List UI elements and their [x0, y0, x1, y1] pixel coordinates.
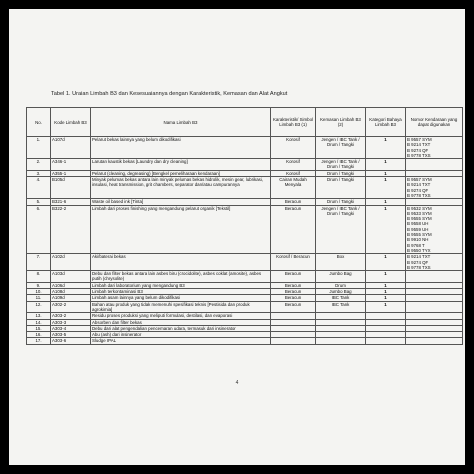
vehicle-plate: B 9214 TXT — [407, 182, 431, 188]
packaging-cell: Drum — [316, 282, 366, 288]
row-number-cell: 5. — [27, 199, 51, 205]
table-body — [27, 137, 463, 345]
hazard-symbol-cell: Korosif — [271, 159, 316, 171]
row-number-cell: 9. — [27, 282, 51, 288]
vehicle-plates-cell — [406, 137, 463, 159]
table-row — [27, 271, 463, 283]
vehicle-plate: B 9274 QF — [407, 147, 429, 153]
vehicle-plate: B 9555 SYM — [407, 216, 432, 222]
vehicle-plates-cell — [406, 271, 463, 283]
header-no: No. — [27, 108, 51, 137]
waste-code-cell: A355-1 — [51, 170, 91, 176]
hazard-symbol-cell — [271, 338, 316, 344]
table-row — [27, 177, 463, 199]
table-row — [27, 159, 463, 171]
row-number-cell: 13. — [27, 313, 51, 319]
hazard-symbol-cell: Korosif — [271, 170, 316, 176]
hazard-symbol-cell: Korosif — [271, 137, 316, 159]
packaging-cell: IBC Tank — [316, 301, 366, 313]
table-title: Tabel 1. Uraian Limbah B3 dan Kesesuaiannya dengan Karakteristik, Kemasan dan Alat Angkut — [51, 91, 288, 97]
vehicle-plate: B 9532 SYM — [407, 205, 432, 211]
hazard-symbol-cell: Beracun — [271, 271, 316, 283]
waste-code-cell: A303-3 — [51, 319, 91, 325]
row-number-cell: 14. — [27, 319, 51, 325]
vehicle-plates-cell — [406, 159, 463, 171]
waste-code-cell: A109d — [51, 295, 91, 301]
packaging-cell: Drum / Tangki — [316, 170, 366, 176]
waste-name-cell: Limbah dari proses finishing yang mengandung pelarut organik [Tekstil] — [91, 205, 271, 254]
packaging-cell — [316, 338, 366, 344]
hazard-symbol-cell: Beracun — [271, 205, 316, 254]
header-plates: Nomor Kendaraan yang dapat digunakan — [406, 108, 463, 137]
hazard-category-cell — [366, 338, 406, 344]
vehicle-plate: B 9214 TXT — [407, 142, 431, 148]
hazard-symbol-cell: Beracun — [271, 199, 316, 205]
row-number-cell: 15. — [27, 325, 51, 331]
packaging-cell: Box — [316, 254, 366, 271]
table-row — [27, 137, 463, 159]
header-code: Kode Limbah B3 — [51, 108, 91, 137]
waste-name-cell: Sludge IPAL — [91, 338, 271, 344]
waste-code-cell: B321-6 — [51, 199, 91, 205]
vehicle-plate: B 9274 QF — [407, 259, 429, 265]
row-number-cell: 3. — [27, 170, 51, 176]
waste-name-cell: Pelarut bekas lainnya yang belum dikodifikasi — [91, 137, 271, 159]
packaging-cell: Jengen / IBC Tank / Drum / Tangki — [316, 137, 366, 159]
vehicle-plates-cell — [406, 301, 463, 313]
waste-name-cell: Larutan kaustik bekas [Laundry dan dry cleaning] — [91, 159, 271, 171]
waste-name-cell: Minyak pelumas bekas antara lain minyak pelumas bekas hidrolik, mesin gear, lubrikasi, insulasi, heat transmission, grit chambers, separator dan/atau campurannya — [91, 177, 271, 199]
waste-code-cell: A107d — [51, 137, 91, 159]
row-number-cell: 16. — [27, 332, 51, 338]
header-name: Nama Limbah B3 — [91, 108, 271, 137]
hazard-symbol-cell: Beracun — [271, 289, 316, 295]
hazard-category-cell: 1 — [366, 295, 406, 301]
row-number-cell: 17. — [27, 338, 51, 344]
vehicle-plates-cell — [406, 177, 463, 199]
row-number-cell: 7. — [27, 254, 51, 271]
row-number-cell: 11. — [27, 295, 51, 301]
packaging-cell: Drum / Tangki — [316, 177, 366, 199]
waste-code-cell: A346-1 — [51, 159, 91, 171]
hazard-category-cell: 1 — [366, 177, 406, 199]
waste-code-cell: B322-2 — [51, 205, 91, 254]
table-row — [27, 254, 463, 271]
row-number-cell: 4. — [27, 177, 51, 199]
waste-name-cell: Bahan atau produk yang tidak memenuhi spesifikasi teknis [Pestisida dan produk agrokimia] — [91, 301, 271, 313]
document-page — [9, 9, 465, 465]
row-number-cell: 6. — [27, 205, 51, 254]
waste-name-cell: Waste oil based ink [Tinta] — [91, 199, 271, 205]
hazard-symbol-cell: Korosif / Beracun — [271, 254, 316, 271]
waste-name-cell: Abu (ash) dari insinerator — [91, 332, 271, 338]
page-number: 4 — [235, 380, 239, 386]
hazard-category-cell: 1 — [366, 137, 406, 159]
hazard-category-cell: 1 — [366, 254, 406, 271]
waste-table — [26, 107, 463, 345]
hazard-category-cell: 1 — [366, 271, 406, 283]
row-number-cell: 12. — [27, 301, 51, 313]
hazard-category-cell: 1 — [366, 170, 406, 176]
vehicle-plates-cell — [406, 338, 463, 344]
hazard-symbol-cell: Cairan Mudah Menyala — [271, 177, 316, 199]
vehicle-plate: B 9558 UH — [407, 221, 429, 227]
waste-code-cell: A102d — [51, 254, 91, 271]
hazard-category-cell: 1 — [366, 199, 406, 205]
waste-name-cell: Limbah terkontaminasi B3 — [91, 289, 271, 295]
table-row — [27, 338, 463, 344]
header-symbol: Karakteristik/ Simbol Limbah B3 (1) — [271, 108, 316, 137]
waste-code-cell: A303-5 — [51, 332, 91, 338]
waste-name-cell: Pelarut (cleaning, degreasing) [Bengkel pemeliharaan kendaraan] — [91, 170, 271, 176]
waste-name-cell: Residu proses produksi yang meliputi formulasi, destilasi, dan evaporasi — [91, 313, 271, 319]
packaging-cell: IBC Tank — [316, 295, 366, 301]
row-number-cell: 1. — [27, 137, 51, 159]
vehicle-plate: B 9274 QF — [407, 187, 429, 193]
vehicle-plate: B 9557 SYM — [407, 177, 432, 183]
packaging-cell: Jengen / IBC Tank / Drum / Tangki — [316, 159, 366, 171]
row-number-cell: 2. — [27, 159, 51, 171]
waste-name-cell: Limbah dari laboratorium yang mengandung B3 — [91, 282, 271, 288]
table-row — [27, 205, 463, 254]
packaging-cell: Jengen / IBC Tank / Drum / Tangki — [316, 205, 366, 254]
waste-code-cell: A303-6 — [51, 338, 91, 344]
waste-code-cell: A103d — [51, 271, 91, 283]
hazard-category-cell: 1 — [366, 205, 406, 254]
vehicle-plates-cell — [406, 205, 463, 254]
vehicle-plate: B 9778 TXS — [407, 264, 431, 270]
table-row — [27, 301, 463, 313]
table-header-row — [27, 108, 463, 137]
vehicle-plates-cell — [406, 254, 463, 271]
vehicle-plate: B 9778 TXS — [407, 152, 431, 158]
vehicle-plate: B 9768 T — [407, 242, 425, 248]
vehicle-plate: B 9557 SYM — [407, 137, 432, 142]
vehicle-plate: B 9214 TXT — [407, 254, 431, 260]
waste-code-cell: A302-2 — [51, 301, 91, 313]
vehicle-plate: B 9555 SYM — [407, 232, 432, 238]
waste-code-cell: B105d — [51, 177, 91, 199]
waste-code-cell: A106d — [51, 282, 91, 288]
waste-name-cell: Debu dan filter bekas antara lain asbes biru (crocidolite), asbes coklat (amosite), asbes putih (chrysolite) — [91, 271, 271, 283]
header-packaging: Kemasan Limbah B3 (2) — [316, 108, 366, 137]
packaging-cell: Drum / Tangki — [316, 199, 366, 205]
waste-code-cell: A108d — [51, 289, 91, 295]
vehicle-plate: B 9778 TXS — [407, 192, 431, 198]
hazard-category-cell: 1 — [366, 159, 406, 171]
vehicle-plate: B 9559 UH — [407, 226, 429, 232]
hazard-category-cell: 1 — [366, 301, 406, 313]
vehicle-plate: B 9533 SYM — [407, 210, 432, 216]
header-category: Kategori Bahaya Limbah B3 — [366, 108, 406, 137]
waste-code-cell: A303-2 — [51, 313, 91, 319]
hazard-symbol-cell: Beracun — [271, 295, 316, 301]
waste-code-cell: A303-4 — [51, 325, 91, 331]
vehicle-plate: B 9550 TYX — [407, 247, 431, 253]
packaging-cell: Jumbo Bag — [316, 271, 366, 283]
waste-name-cell: Absorben dan filter bekas — [91, 319, 271, 325]
row-number-cell: 8. — [27, 271, 51, 283]
packaging-cell: Jumbo Bag — [316, 289, 366, 295]
waste-name-cell: Limbah asam lainnya yang belum dikodifikasi — [91, 295, 271, 301]
hazard-category-cell: 1 — [366, 282, 406, 288]
hazard-symbol-cell: Beracun — [271, 301, 316, 313]
waste-name-cell: Debu dari alat pengendalian pencemaran udara, termasuk dari insinerator — [91, 325, 271, 331]
row-number-cell: 10. — [27, 289, 51, 295]
hazard-symbol-cell: Beracun — [271, 282, 316, 288]
waste-name-cell: Aki/baterai bekas — [91, 254, 271, 271]
vehicle-plate: B 9910 NH — [407, 237, 429, 243]
hazard-category-cell: 1 — [366, 289, 406, 295]
